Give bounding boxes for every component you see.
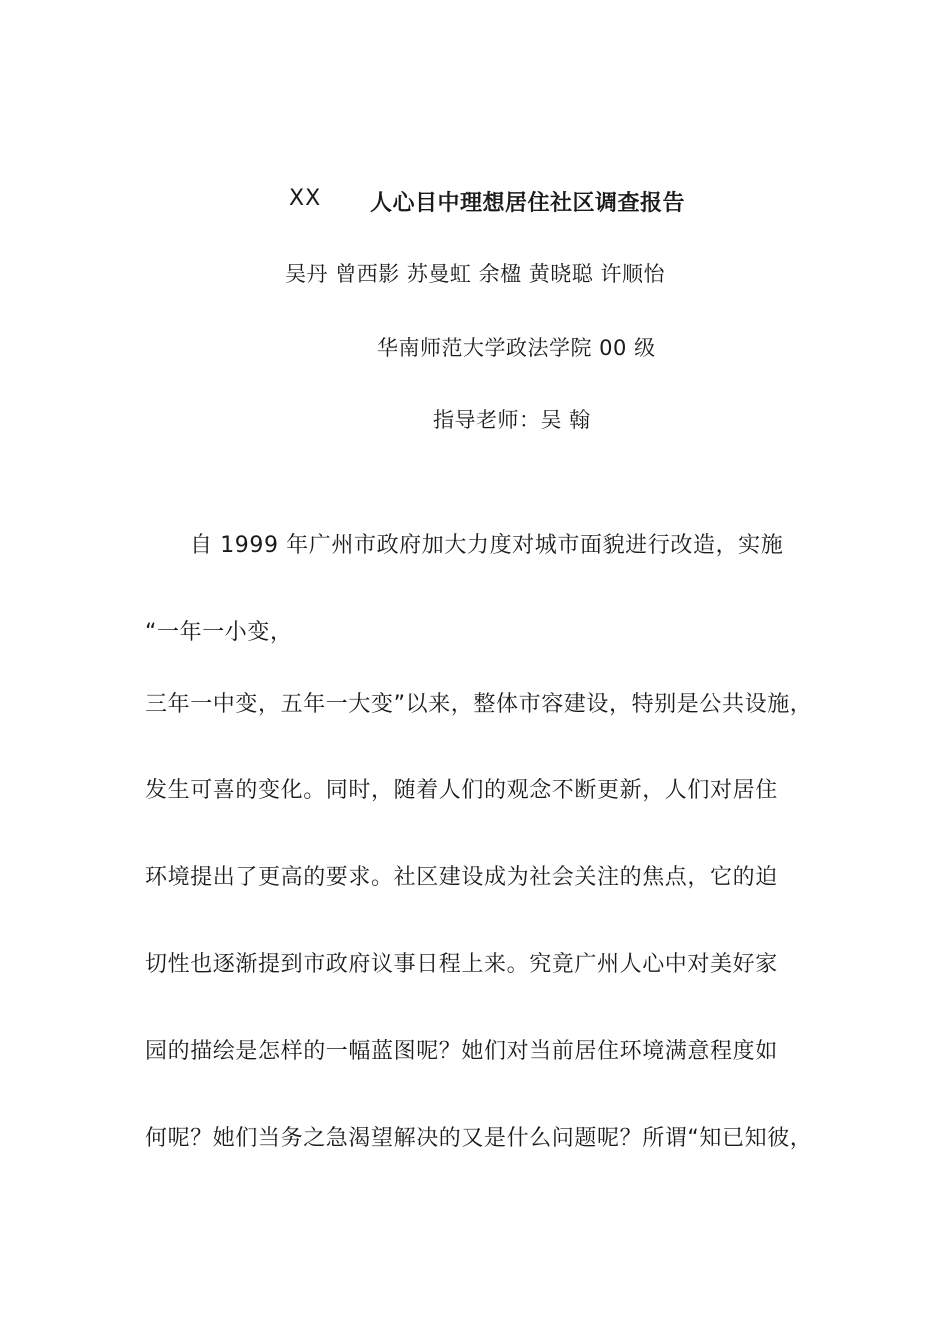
paragraph-line: 发生可喜的变化。同时，随着人们的观念不断更新，人们对居住	[145, 778, 778, 803]
advisor: 指导老师：吴 翰	[433, 408, 591, 432]
affiliation: 华南师范大学政法学院 00 级	[377, 336, 656, 360]
paragraph-line: 三年一中变，五年一大变”以来，整体市容建设，特别是公共设施，	[145, 692, 813, 717]
author-list: 吴丹 曾西影 苏曼虹 余楹 黄晓聪 许顺怡	[285, 262, 665, 286]
title-prefix: XX	[289, 186, 322, 211]
paragraph-line: 自 1999 年广州市政府加大力度对城市面貌进行改造，实施	[190, 533, 784, 558]
paragraph-line: 园的描绘是怎样的一幅蓝图呢？她们对当前居住环境满意程度如	[145, 1039, 778, 1064]
paragraph-line: 环境提出了更高的要求。社区建设成为社会关注的焦点，它的迫	[145, 865, 778, 890]
report-title	[0, 184, 950, 218]
paragraph-line: 何呢？她们当务之急渴望解决的又是什么问题呢？所谓“知已知彼，	[145, 1126, 813, 1151]
paragraph-line: “一年一小变，	[145, 620, 293, 645]
paragraph-line: 切性也逐渐提到市政府议事日程上来。究竟广州人心中对美好家	[145, 952, 778, 977]
title-main: 人心目中理想居住社区调查报告	[370, 191, 686, 216]
